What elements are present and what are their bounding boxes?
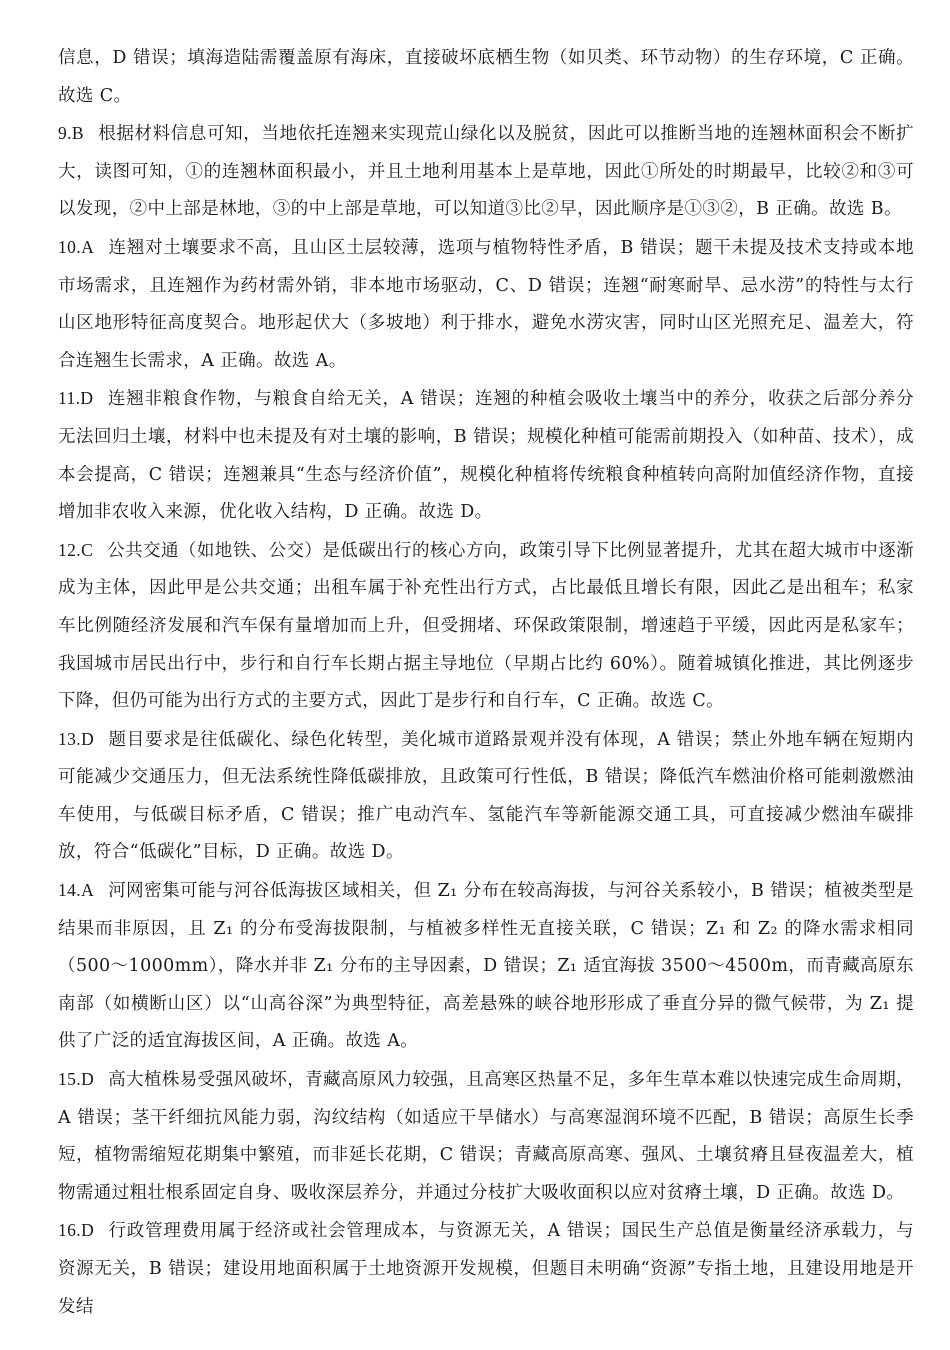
answer-11 [58,380,914,531]
answer-13 [58,721,914,872]
answer-14 [58,872,914,1061]
answer-15 [58,1061,914,1212]
answer-number: 11.D [58,388,94,409]
answer-number: 9.B [58,123,84,144]
answer-16 [58,1212,914,1326]
answer-number: 13.D [58,728,95,749]
answer-number: 15.D [58,1069,95,1090]
answer-10 [58,229,914,380]
answer-text: 连翘对土壤要求不高，且山区土层较薄，选项与植物特性矛盾，B 错误；题干未提及技术支持或本地市场需求，且连翘作为药材需外销，非本地市场驱动，C、D 错误；连翘“耐寒耐旱、忌水涝”的特性与太行山区地形特征高度契合。地形起伏大（多坡地）利于排水，避免水涝灾害，同时山区光照充足、温差大，符合连翘生长需求，A 正确。故选 A。 [58,237,914,371]
answer-number: 14.A [58,880,95,901]
answer-text: 信息，D 错误；填海造陆需覆盖原有海床，直接破坏底栖生物（如贝类、环节动物）的生存环境，C 正确。故选 C。 [58,48,914,106]
answer-text: 河网密集可能与河谷低海拔区域相关，但 Z₁ 分布在较高海拔，与河谷关系较小，B 错误；植被类型是结果而非原因，且 Z₁ 的分布受海拔限制，与植被多样性无直接关联，C 错误；Z₁ 和 Z₂ 的降水需求相同（500～1000mm），降水并非 Z₁ 分布的主导因素，D 错误；Z₁ 适宜海拔 3500～4500m，而青藏高原东南部（如横断山区）以“山高谷深”为典型特征，高差悬殊的峡谷地形形成了垂直分异的微气候带，为 Z₁ 提供了广泛的适宜海拔区间，A 正确。故选 A。 [58,881,914,1052]
answer-text: 行政管理费用属于经济或社会管理成本，与资源无关，A 错误；国民生产总值是衡量经济承载力，与资源无关，B 错误；建设用地面积属于土地资源开发规模，但题目未明确“资源”专指土地，且建设用地是开发结 [58,1221,914,1317]
answer-12 [58,532,914,721]
answer-number: 10.A [58,236,95,257]
answer-text: 根据材料信息可知，当地依托连翘来实现荒山绿化以及脱贫，因此可以推断当地的连翘林面积会不断扩大，读图可知，①的连翘林面积最小，并且土地利用基本上是草地，因此①所处的时期最早，比较②和③可以发现，②中上部是林地，③的中上部是草地，可以知道③比②早，因此顺序是①③②，B 正确。故选 B。 [58,124,914,220]
answer-8-continuation [58,40,914,115]
answer-text: 高大植株易受强风破坏，青藏高原风力较强，且高寒区热量不足，多年生草本难以快速完成生命周期，A 错误；茎干纤细抗风能力弱，沟纹结构（如适应干旱储水）与高寒湿润环境不匹配，B 错误；高原生长季短，植物需缩短花期集中繁殖，而非延长花期，C 错误；青藏高原高寒、强风、土壤贫瘠且昼夜温差大，植物需通过粗壮根系固定自身、吸收深层养分，并通过分枝扩大吸收面积以应对贫瘠土壤，D 正确。故选 D。 [58,1070,914,1203]
answer-text: 公共交通（如地铁、公交）是低碳出行的核心方向，政策引导下比例显著提升，尤其在超大城市中逐渐成为主体，因此甲是公共交通；出租车属于补充性出行方式，占比最低且增长有限，因此乙是出租车；私家车比例随经济发展和汽车保有量增加而上升，但受拥堵、环保政策限制，增速趋于平缓，因此丙是私家车；我国城市居民出行中，步行和自行车长期占据主导地位（早期占比约 60%）。随着城镇化推进，其比例逐步下降，但仍可能为出行方式的主要方式，因此丁是步行和自行车，C 正确。故选 C。 [58,540,914,712]
answer-9 [58,115,914,229]
answer-number: 12.C [58,539,94,560]
answer-text: 题目要求是往低碳化、绿色化转型，美化城市道路景观并没有体现，A 错误；禁止外地车辆在短期内可能减少交通压力，但无法系统性降低碳排放，且政策可行性低，B 错误；降低汽车燃油价格可能刺激燃油车使用，与低碳目标矛盾，C 错误；推广电动汽车、氢能汽车等新能源交通工具，可直接减少燃油车碳排放，符合“低碳化”目标，D 正确。故选 D。 [58,729,914,863]
answer-text: 连翘非粮食作物，与粮食自给无关，A 错误；连翘的种植会吸收土壤当中的养分，收获之后部分养分无法回归土壤，材料中也未提及有对土壤的影响，B 错误；规模化种植可能需前期投入（如种苗、技术），成本会提高，C 错误；连翘兼具“生态与经济价值”，规模化种植将传统粮食种植转向高附加值经济作物，直接增加非农收入来源，优化收入结构，D 正确。故选 D。 [58,389,914,523]
answer-number: 16.D [58,1220,95,1241]
